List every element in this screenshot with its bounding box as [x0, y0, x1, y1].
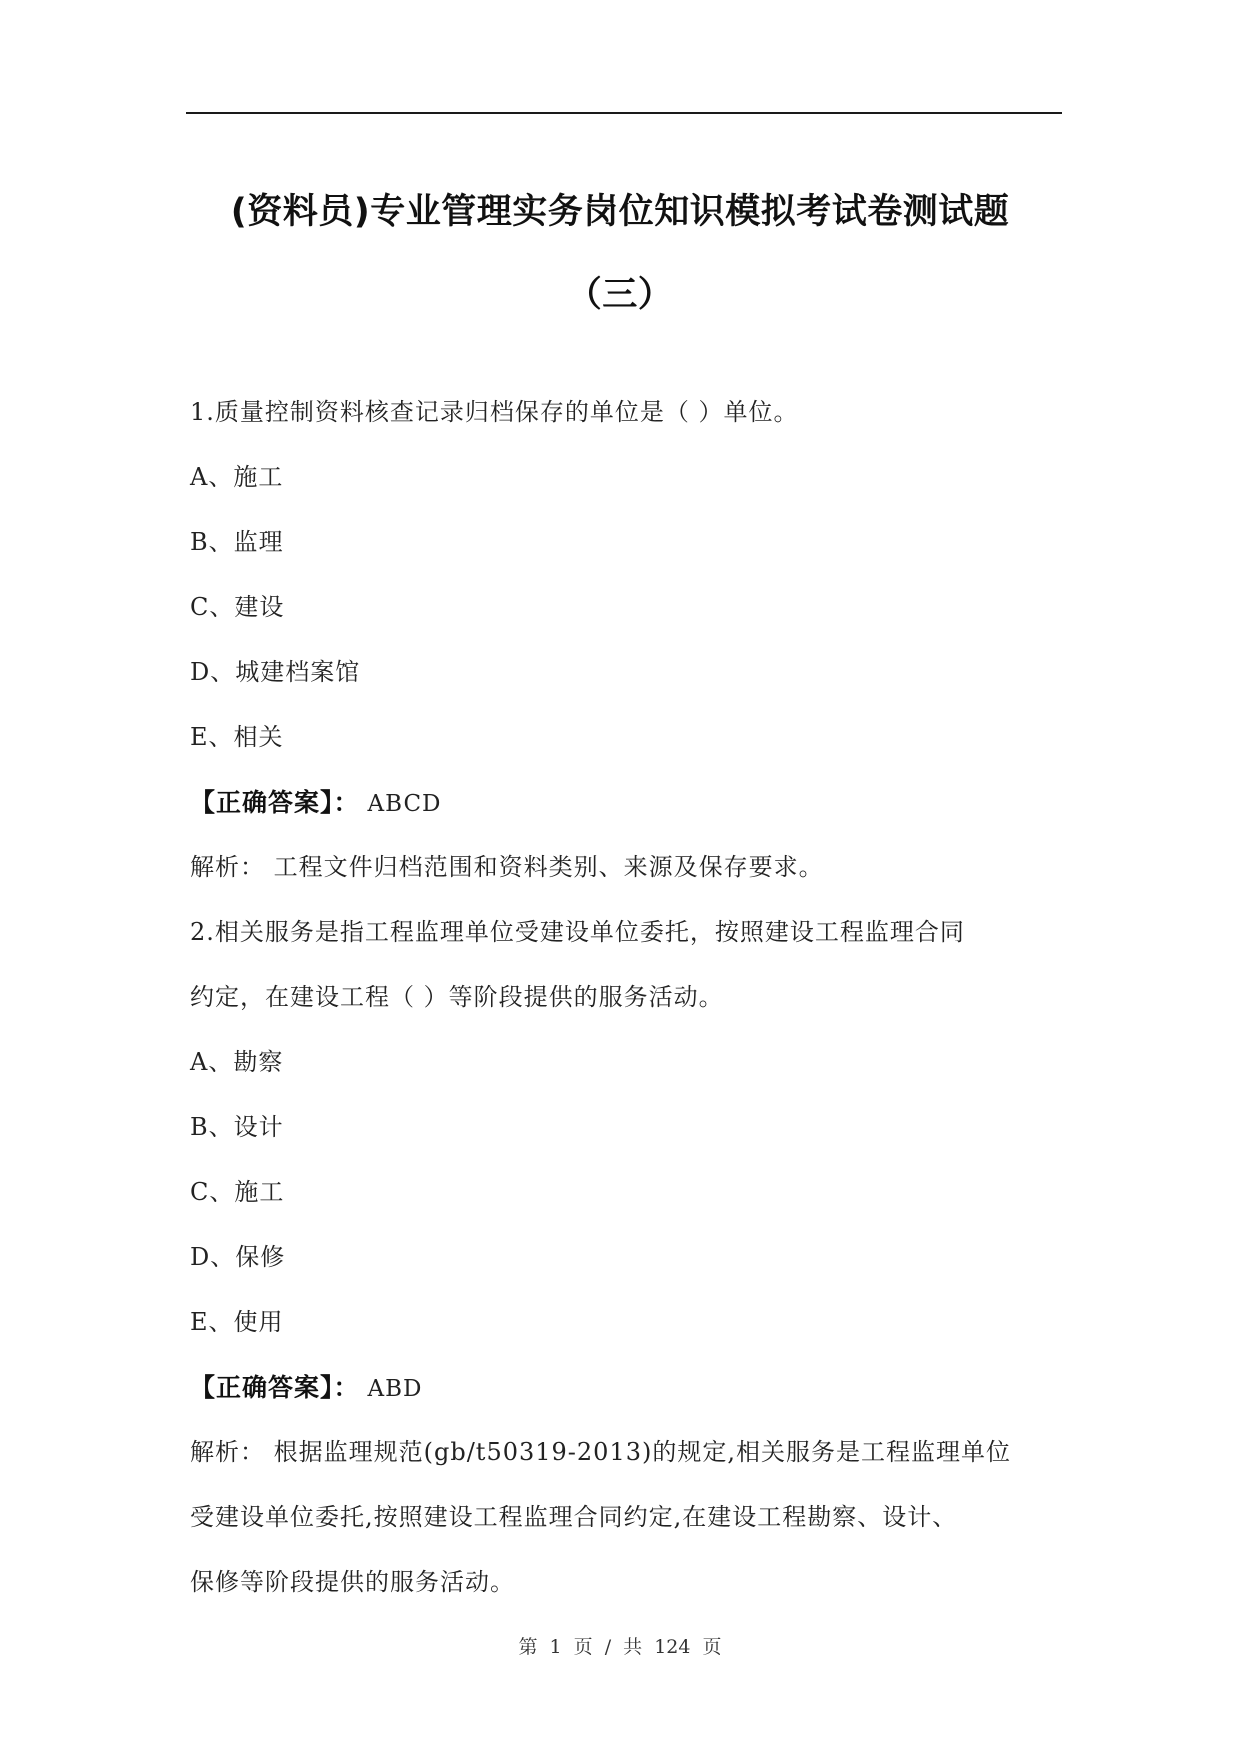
footer-total-prefix: 共 [623, 1636, 643, 1658]
document-title-subtitle: （三） [566, 275, 674, 315]
question-list [190, 380, 1070, 1615]
footer-slash: / [604, 1636, 612, 1658]
analysis-text-cont: 受建设单位委托,按照建设工程监理合同约定,在建设工程勘察、设计、 [190, 1503, 958, 1531]
page-footer [0, 1632, 1240, 1659]
option-a: A、勘察 [190, 1048, 284, 1076]
question-1 [190, 380, 1070, 900]
option-c: C、施工 [190, 1178, 285, 1206]
current-page-number: 1 [549, 1636, 562, 1658]
question-stem-cont: 约定，在建设工程（ ）等阶段提供的服务活动。 [190, 983, 724, 1011]
analysis-text: 解析： 根据监理规范(gb/t50319-2013)的规定,相关服务是工程监理单位 [190, 1438, 1011, 1466]
option-b: B、设计 [190, 1113, 284, 1141]
total-pages-number: 124 [654, 1636, 691, 1658]
option-a: A、施工 [190, 463, 284, 491]
answer-value: ABCD [367, 791, 442, 817]
option-e: E、相关 [190, 723, 284, 751]
footer-total-suffix: 页 [702, 1636, 722, 1658]
document-title: (资料员)专业管理实务岗位知识模拟考试卷测试题 [230, 192, 1010, 232]
option-e: E、使用 [190, 1308, 284, 1336]
correct-answer [190, 770, 1070, 835]
option-c: C、建设 [190, 593, 285, 621]
option-b: B、监理 [190, 528, 284, 556]
option-d: D、保修 [190, 1243, 286, 1271]
question-stem: 1.质量控制资料核查记录归档保存的单位是（ ）单位。 [190, 398, 799, 426]
analysis-text: 解析： 工程文件归档范围和资料类别、来源及保存要求。 [190, 853, 824, 881]
option-d: D、城建档案馆 [190, 658, 361, 686]
answer-value: ABD [367, 1376, 423, 1402]
footer-prefix: 第 [518, 1636, 538, 1658]
correct-answer [190, 1355, 1070, 1420]
answer-label: 【正确答案】： [190, 788, 360, 817]
question-stem: 2.相关服务是指工程监理单位受建设单位委托，按照建设工程监理合同 [190, 918, 965, 946]
answer-label: 【正确答案】： [190, 1373, 360, 1402]
question-2 [190, 900, 1070, 1615]
analysis-text-cont: 保修等阶段提供的服务活动。 [190, 1568, 515, 1596]
header-rule [186, 112, 1062, 114]
footer-page-word: 页 [573, 1636, 593, 1658]
